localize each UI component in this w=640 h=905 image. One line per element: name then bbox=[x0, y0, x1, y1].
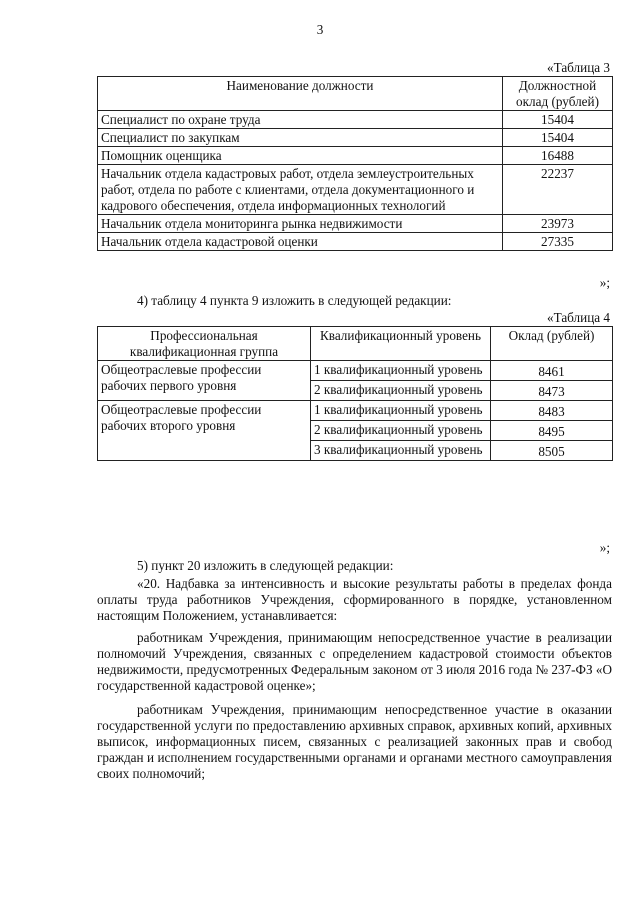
item4-label: 4) таблицу 4 пункта 9 изложить в следующей редакции: bbox=[137, 293, 452, 308]
table4-header-level: Квалификационный уровень bbox=[311, 327, 491, 361]
table4-level: 2 квалификационный уровень bbox=[311, 421, 491, 441]
table4-end-mark: »; bbox=[599, 540, 610, 555]
paragraph-2-text: работникам Учреждения, принимающим непосредственное участие в реализации полномочий Учреждения, связанных с определением кадастровой стоимости объектов недвижимости, предусмотренных Федеральным законом от 3 июля 2016 года № 237-ФЗ «О государственной кадастровой оценке»; bbox=[97, 630, 612, 693]
table4-salary: 8495 bbox=[491, 421, 613, 441]
table4-salary: 8461 bbox=[491, 361, 613, 381]
table-row bbox=[98, 361, 613, 381]
table3-caption: «Таблица 3 bbox=[547, 60, 610, 75]
table4-salary: 8473 bbox=[491, 381, 613, 401]
table4-salary: 8483 bbox=[491, 401, 613, 421]
table4-group-name: Общеотраслевые профессии рабочих первого уровня bbox=[98, 361, 311, 401]
item5-label: 5) пункт 20 изложить в следующей редакции: bbox=[137, 558, 394, 573]
table3-position: Начальник отдела кадастровых работ, отдела землеустроительных работ, отдела по работе с клиентами, отдела документационного и кадрового обеспечения, отдела информационных технологий bbox=[98, 165, 503, 215]
table4-header-row bbox=[98, 327, 613, 361]
table4-level: 2 квалификационный уровень bbox=[311, 381, 491, 401]
table-row bbox=[98, 215, 613, 233]
table4-salary: 8505 bbox=[491, 441, 613, 461]
paragraph-1 bbox=[97, 576, 612, 624]
table3-salary: 16488 bbox=[503, 147, 613, 165]
paragraph-2 bbox=[97, 630, 612, 694]
table3-header-position: Наименование должности bbox=[98, 77, 503, 111]
table3-header-row bbox=[98, 77, 613, 111]
table3 bbox=[97, 76, 613, 251]
item4-text bbox=[97, 293, 612, 309]
paragraph-3-text: работникам Учреждения, принимающим непосредственное участие в оказании государственной услуги по предоставлению архивных справок, архивных копий, архивных выписок, информационных писем, связанных с реализацией законных прав и свобод граждан и исполнением государственными органами и органами местного самоуправления своих полномочий; bbox=[97, 702, 612, 781]
table3-end-mark: »; bbox=[599, 275, 610, 290]
table4-level: 1 квалификационный уровень bbox=[311, 361, 491, 381]
table-row bbox=[98, 147, 613, 165]
page-number: 3 bbox=[316, 22, 324, 37]
item5-text bbox=[97, 558, 612, 574]
table-row bbox=[98, 129, 613, 147]
table4 bbox=[97, 326, 613, 461]
table-row bbox=[98, 111, 613, 129]
table4-level: 1 квалификационный уровень bbox=[311, 401, 491, 421]
table4-level: 3 квалификационный уровень bbox=[311, 441, 491, 461]
table-row bbox=[98, 165, 613, 215]
table4-header-salary: Оклад (рублей) bbox=[491, 327, 613, 361]
table4-group-name: Общеотраслевые профессии рабочих второго уровня bbox=[98, 401, 311, 461]
paragraph-3 bbox=[97, 702, 612, 782]
table-row bbox=[98, 401, 613, 421]
table3-salary: 15404 bbox=[503, 111, 613, 129]
table3-salary: 22237 bbox=[503, 165, 613, 215]
table4-caption: «Таблица 4 bbox=[547, 310, 610, 325]
paragraph-1-text: «20. Надбавка за интенсивность и высокие результаты работы в пределах фонда оплаты труда работников Учреждения, сформированного в порядке, установленном настоящим Положением, устанавливается: bbox=[97, 576, 612, 623]
table3-salary: 15404 bbox=[503, 129, 613, 147]
table3-position: Помощник оценщика bbox=[98, 147, 503, 165]
table3-position: Начальник отдела кадастровой оценки bbox=[98, 233, 503, 251]
table4-header-group: Профессиональная квалификационная группа bbox=[98, 327, 311, 361]
table3-position: Специалист по охране труда bbox=[98, 111, 503, 129]
table3-position: Специалист по закупкам bbox=[98, 129, 503, 147]
table3-salary: 27335 bbox=[503, 233, 613, 251]
table-row bbox=[98, 233, 613, 251]
table3-salary: 23973 bbox=[503, 215, 613, 233]
table3-header-salary: Должностной оклад (рублей) bbox=[503, 77, 613, 111]
table3-position: Начальник отдела мониторинга рынка недвижимости bbox=[98, 215, 503, 233]
